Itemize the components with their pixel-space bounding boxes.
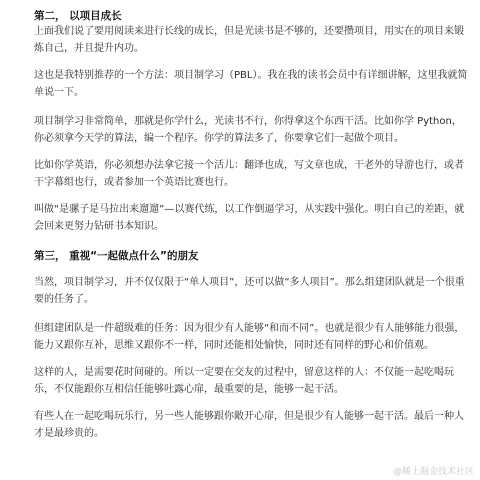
section-2-paragraph-1: 上面我们说了要用阅读来进行长线的成长，但是光读书是不够的，还要攒项目，用实在的项目来锻炼自己，并且提升内功。: [34, 26, 464, 54]
section-2-heading: 第二， 以项目成长: [34, 10, 122, 22]
section-2-paragraph-4: 比如你学英语，你必须想办法拿它接一个活儿：翻译也成，写文章也成，干老外的导游也行，或者干字幕组也行，或者参加一个英语比赛也行。: [34, 160, 464, 188]
section-2-paragraph-5: 叫做“是骡子是马拉出来遛遛”—以赛代练，以工作倒逼学习，从实践中强化。明白自己的差距，就会回来更努力钻研书本知识。: [34, 204, 465, 232]
section-2-paragraph-3: 项目制学习非常简单，那就是你学什么，光读书不行，你得拿这个东西干活。比如你学 Python，你必须拿今天学的算法，编一个程序。你学的算法多了，你要拿它们一起做个项目。: [34, 116, 462, 144]
juejin-watermark: @稀土掘金技术社区: [392, 467, 474, 477]
section-3-paragraph-3: 这样的人，是需要花时间碰的。所以一定要在交友的过程中，留意这样的人：不仅能一起吃喝玩乐，不仅能跟你互相信任能够吐露心扉，最重要的是，能够一起干活。: [34, 367, 454, 395]
section-3-paragraph-1: 当然，项目制学习，并不仅仅限于“单人项目”，还可以做“多人项目”。那么组建团队就是一个很重要的任务了。: [34, 277, 465, 305]
section-3-paragraph-4: 有些人在一起吃喝玩乐行，另一些人能够跟你敞开心扉，但是很少有人能够一起干活。最后一种人才是最珍贵的。: [34, 411, 464, 439]
section-3-heading: 第三， 重视“一起做点什么”的朋友: [34, 250, 199, 262]
section-2-paragraph-2: 这也是我特别推荐的一个方法：项目制学习（PBL）。我在我的读书会员中有详细讲解，这里我就简单说一下。: [34, 70, 468, 98]
section-3-paragraph-2: 但组建团队是一件超级难的任务：因为很少有人能够“和而不同”。也就是很少有人能够能力很强，能力又跟你互补，思维又跟你不一样，同时还能相处愉快，同时还有同样的野心和价值观。: [34, 323, 465, 351]
